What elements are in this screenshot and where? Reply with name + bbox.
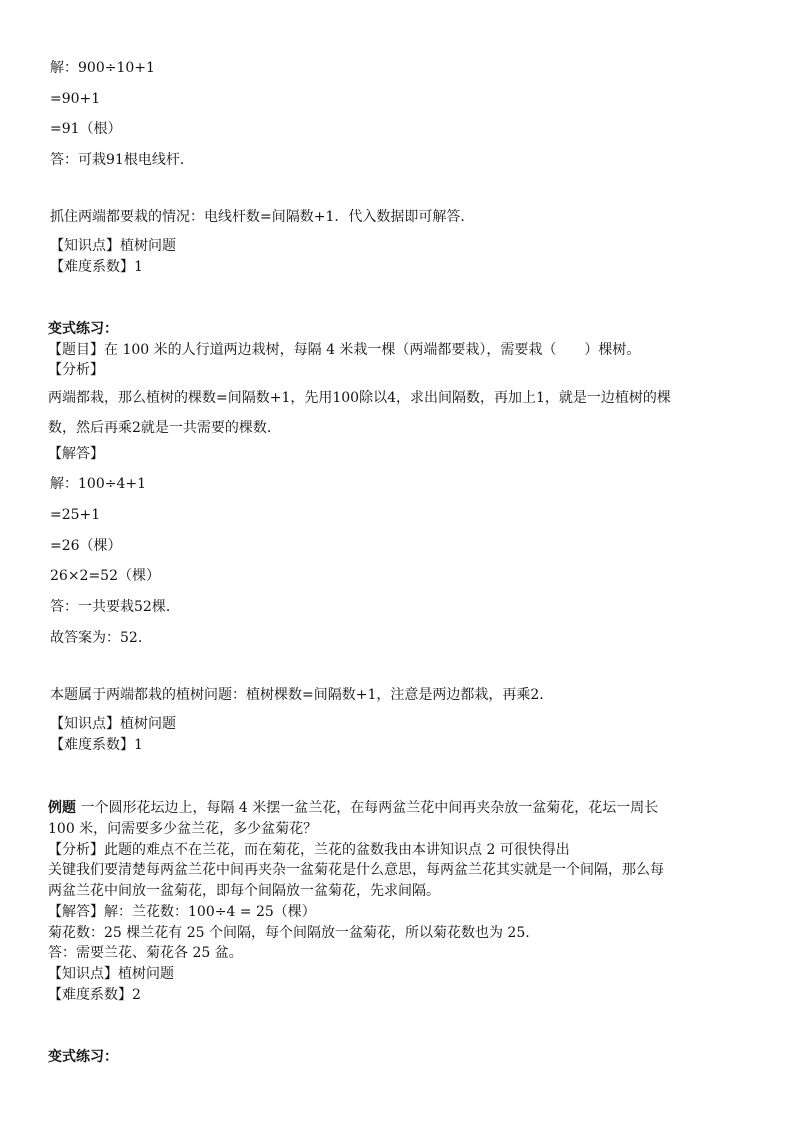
analysis-label: 【分析】 [48, 362, 104, 378]
difficulty: 【难度系数】1 [50, 259, 143, 275]
answer-line: 【解答】解：兰花数：100÷4 = 25（棵） [48, 904, 316, 920]
example-label: 例题 [48, 800, 76, 816]
solution-line: =25+1 [50, 507, 101, 523]
solution-line: =91（根） [50, 121, 122, 137]
solution-line: 解：900÷10+1 [50, 60, 155, 76]
comment-line: 本题属于两端都栽的植树问题：植树棵数=间隔数+1，注意是两边都栽，再乘2． [50, 687, 554, 703]
answer-line: 答：一共要栽52棵． [50, 599, 180, 615]
analysis-line: 【分析】此题的难点不在兰花，而在菊花，兰花的盆数我由本讲知识点 2 可很快得出 [48, 842, 570, 858]
solution-line: 26×2=52（棵） [50, 568, 160, 584]
answer-line: 答：需要兰花、菊花各 25 盆。 [48, 945, 243, 961]
analysis-line: 关键我们要清楚每两盆兰花中间再夹杂一盆菊花是什么意思，每两盆兰花其实就是一个间隔，那么每 [48, 862, 664, 878]
knowledge-point: 【知识点】植树问题 [50, 716, 176, 732]
knowledge-point: 【知识点】植树问题 [48, 966, 174, 982]
section-heading: 变式练习： [48, 321, 118, 337]
knowledge-point: 【知识点】植树问题 [50, 238, 176, 254]
solution-line: =90+1 [50, 91, 101, 107]
question-line: 【题目】在 100 米的人行道两边栽树，每隔 4 米栽一棵（两端都要栽），需要栽（ ）棵树。 [48, 342, 641, 358]
example-line [48, 798, 658, 818]
comment-line: 抓住两端都要栽的情况：电线杆数=间隔数+1．代入数据即可解答． [50, 209, 475, 225]
solution-line: 解：100÷4+1 [50, 476, 146, 492]
answer-line: 故答案为：52． [50, 630, 152, 646]
difficulty: 【难度系数】1 [50, 737, 143, 753]
example-text: 一个圆形花坛边上，每隔 4 米摆一盆兰花，在每两盆兰花中间再夹杂放一盆菊花，花坛一周长 [80, 800, 659, 816]
example-line: 100 米，问需要多少盆兰花，多少盆菊花？ [48, 821, 318, 837]
section-heading: 变式练习： [48, 1049, 118, 1065]
answer-line: 菊花数：25 棵兰花有 25 个间隔，每个间隔放一盆菊花，所以菊花数也为 25. [48, 925, 530, 941]
answer-label: 【解答】 [48, 446, 104, 462]
difficulty: 【难度系数】2 [48, 987, 141, 1003]
solution-line: =26（棵） [50, 538, 122, 554]
answer-line: 答：可栽91根电线杆． [50, 152, 194, 168]
analysis-line: 两盆兰花中间放一盆菊花，即每个间隔放一盆菊花，先求间隔。 [48, 883, 440, 899]
analysis-line: 数，然后再乘2就是一共需要的棵数． [48, 420, 281, 436]
analysis-line: 两端都栽，那么植树的棵数=间隔数+1，先用100除以4，求出间隔数，再加上1，就是一边植树的棵 [48, 390, 671, 406]
